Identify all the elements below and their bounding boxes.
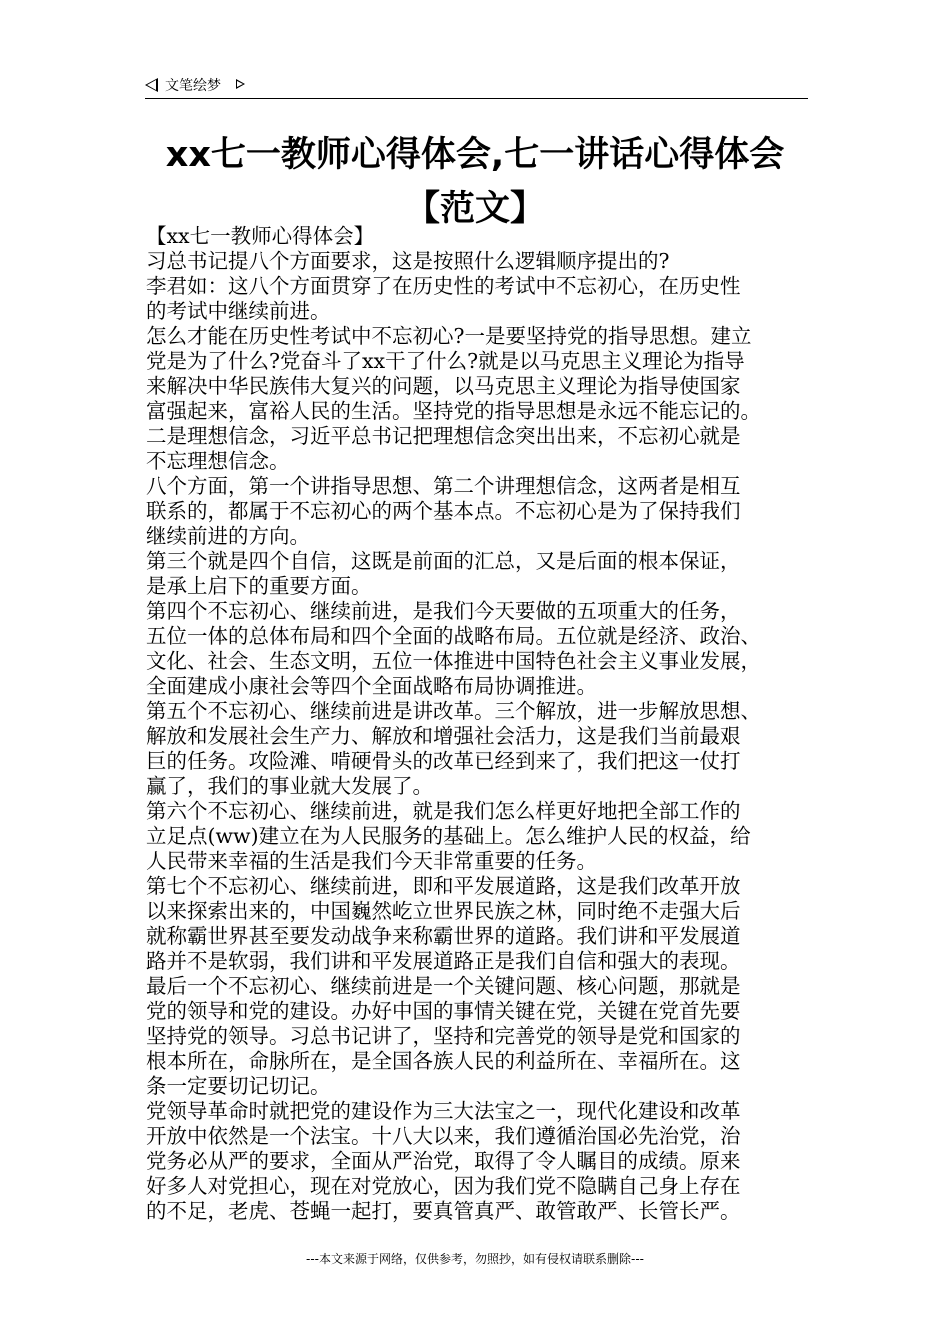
body-line: 党是为了什么?党奋斗了xx干了什么?就是以马克思主义理论为指导 [146, 349, 745, 373]
body-line: 立足点(ww)建立在为人民服务的基础上。怎么维护人民的权益，给 [146, 824, 751, 848]
body-line: 李君如：这八个方面贯穿了在历史性的考试中不忘初心，在历史性 [146, 274, 741, 298]
body-line: 二是理想信念，习近平总书记把理想信念突出出来，不忘初心就是 [146, 424, 741, 448]
page-footer: ---本文来源于网络，仅供参考，勿照抄，如有侵权请联系删除--- [306, 1252, 644, 1266]
body-line: 党的领导和党的建设。办好中国的事情关键在党，关键在党首先要 [146, 999, 741, 1023]
title-line-1: xx七一教师心得体会,七一讲话心得体会 [165, 135, 785, 175]
body-line: 巨的任务。攻险滩、啃硬骨头的改革已经到来了，我们把这一仗打 [146, 749, 741, 773]
body-line: 怎么才能在历史性考试中不忘初心?一是要坚持党的指导思想。建立 [146, 324, 752, 348]
body-line: 八个方面，第一个讲指导思想、第二个讲理想信念，这两者是相互 [146, 474, 741, 498]
header-divider [145, 98, 808, 99]
body-line: 是承上启下的重要方面。 [146, 574, 372, 598]
body-line: 赢了，我们的事业就大发展了。 [146, 774, 433, 798]
body-line: 富强起来，富裕人民的生活。坚持党的指导思想是永远不能忘记的。 [146, 399, 761, 423]
body-line: 不忘理想信念。 [146, 449, 290, 473]
title-line-2: 【范文】 [404, 189, 545, 229]
body-line: 第四个不忘初心、继续前进，是我们今天要做的五项重大的任务， [146, 599, 741, 623]
body-line: 党务必从严的要求，全面从严治党，取得了令人瞩目的成绩。原来 [146, 1149, 741, 1173]
body-line: 【xx七一教师心得体会】 [146, 224, 375, 248]
body-line: 开放中依然是一个法宝。十八大以来，我们遵循治国必先治党，治 [146, 1124, 741, 1148]
body-line: 条一定要切记切记。 [146, 1074, 331, 1098]
body-line: 人民带来幸福的生活是我们今天非常重要的任务。 [146, 849, 597, 873]
body-line: 根本所在，命脉所在，是全国各族人民的利益所在、幸福所在。这 [146, 1049, 741, 1073]
triangle-left-icon [145, 78, 158, 92]
triangle-right-icon [236, 79, 245, 89]
body-line: 习总书记提八个方面要求，这是按照什么逻辑顺序提出的? [146, 249, 670, 273]
body-line: 全面建成小康社会等四个全面战略布局协调推进。 [146, 674, 597, 698]
body-line: 第六个不忘初心、继续前进，就是我们怎么样更好地把全部工作的 [146, 799, 741, 823]
body-line: 路并不是软弱，我们讲和平发展道路正是我们自信和强大的表现。 [146, 949, 741, 973]
body-line: 坚持党的领导。习总书记讲了，坚持和完善党的领导是党和国家的 [146, 1024, 741, 1048]
body-line: 最后一个不忘初心、继续前进是一个关键问题、核心问题，那就是 [146, 974, 741, 998]
body-line: 的考试中继续前进。 [146, 299, 331, 323]
body-line: 五位一体的总体布局和四个全面的战略布局。五位就是经济、政治、 [146, 624, 761, 648]
body-line: 解放和发展社会生产力、解放和增强社会活力，这是我们当前最艰 [146, 724, 741, 748]
body-line: 第七个不忘初心、继续前进，即和平发展道路，这是我们改革开放 [146, 874, 741, 898]
body-line: 联系的，都属于不忘初心的两个基本点。不忘初心是为了保持我们 [146, 499, 741, 523]
body-line: 文化、社会、生态文明，五位一体推进中国特色社会主义事业发展， [146, 649, 761, 673]
body-line: 继续前进的方向。 [146, 524, 310, 548]
body-line: 的不足，老虎、苍蝇一起打，要真管真严、敢管敢严、长管长严。 [146, 1199, 741, 1223]
document-title [120, 128, 830, 236]
page-header [145, 74, 808, 98]
document-body [146, 224, 810, 1224]
body-line: 好多人对党担心，现在对党放心，因为我们党不隐瞒自己身上存在 [146, 1174, 741, 1198]
body-line: 第五个不忘初心、继续前进是讲改革。三个解放，进一步解放思想、 [146, 699, 761, 723]
body-line: 党领导革命时就把党的建设作为三大法宝之一，现代化建设和改革 [146, 1099, 741, 1123]
body-line: 第三个就是四个自信，这既是前面的汇总，又是后面的根本保证， [146, 549, 741, 573]
body-line: 来解决中华民族伟大复兴的问题，以马克思主义理论为指导使国家 [146, 374, 741, 398]
body-line: 就称霸世界甚至要发动战争来称霸世界的道路。我们讲和平发展道 [146, 924, 741, 948]
body-line: 以来探索出来的，中国巍然屹立世界民族之林，同时绝不走强大后 [146, 899, 741, 923]
header-brand: 文笔绘梦 [165, 78, 221, 94]
